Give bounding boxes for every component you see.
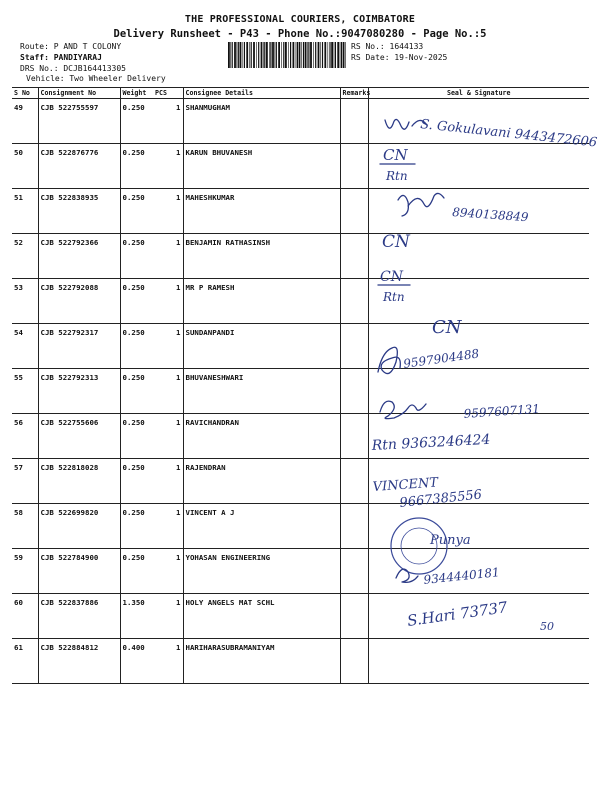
cell-consignment-no: CJB 522792366 [38, 234, 120, 279]
sig-text-54: CN [432, 317, 462, 338]
barcode-bar [310, 42, 312, 68]
col-header-pcs: PCS [153, 88, 183, 99]
cell-signature [368, 369, 589, 414]
sig-text-52: CN [382, 232, 410, 252]
cell-consignment-no: CJB 522699820 [38, 504, 120, 549]
col-header-remarks: Remarks [340, 88, 368, 99]
cell-remarks [340, 549, 368, 594]
sig-text-59: Punya [430, 533, 471, 548]
cell-consignee: KARUN BHUVANESH [183, 144, 340, 189]
table-row [12, 324, 589, 369]
sig-text-55: 9597904488 [402, 346, 481, 371]
cell-sno: 61 [12, 639, 38, 684]
barcode-bar [256, 42, 257, 68]
cell-signature [368, 144, 589, 189]
cell-consignee: MR P RAMESH [183, 279, 340, 324]
cell-sno: 53 [12, 279, 38, 324]
cell-signature [368, 189, 589, 234]
table-row [12, 369, 589, 414]
runsheet-title: Delivery Runsheet - P43 - Phone No.:9047080280 - Page No.:5 [113, 28, 487, 40]
barcode-bar [242, 42, 243, 68]
sig-text-53-rtn: Rtn [383, 290, 405, 304]
cell-remarks [340, 144, 368, 189]
cell-consignee: YOHASAN ENGINEERING [183, 549, 340, 594]
cell-signature [368, 549, 589, 594]
cell-pcs: 1 [153, 99, 183, 144]
barcode-bar [341, 42, 342, 68]
cell-consignee: BHUVANESHWARI [183, 369, 340, 414]
barcode-bar [278, 42, 280, 68]
barcode-bar [296, 42, 297, 68]
barcode-bar [258, 42, 259, 68]
barcode-bar [272, 42, 274, 68]
cell-sno: 51 [12, 189, 38, 234]
barcode-bar [315, 42, 316, 68]
table-row [12, 639, 589, 684]
cell-remarks [340, 99, 368, 144]
cell-consignee: HARIHARASUBRAMANIYAM [183, 639, 340, 684]
cell-signature [368, 459, 589, 504]
cell-sno: 59 [12, 549, 38, 594]
cell-pcs: 1 [153, 279, 183, 324]
cell-remarks [340, 414, 368, 459]
barcode-bar [324, 42, 326, 68]
table-row [12, 189, 589, 234]
barcode-bar [313, 42, 314, 68]
cell-remarks [340, 324, 368, 369]
cell-weight: 0.250 [120, 189, 153, 234]
barcode-bar [297, 42, 298, 68]
cell-sno: 50 [12, 144, 38, 189]
cell-consignment-no: CJB 522792317 [38, 324, 120, 369]
cell-remarks [340, 234, 368, 279]
barcode-bar [261, 42, 263, 68]
col-header-weight: Weight [120, 88, 153, 99]
barcode [228, 42, 346, 68]
cell-pcs: 1 [153, 189, 183, 234]
table-row [12, 549, 589, 594]
cell-signature [368, 99, 589, 144]
cell-weight: 0.250 [120, 279, 153, 324]
cell-pcs: 1 [153, 459, 183, 504]
cell-weight: 0.250 [120, 324, 153, 369]
barcode-bar [328, 42, 329, 68]
barcode-bar [240, 42, 242, 68]
sig-text-50-cn: CN [383, 146, 408, 164]
cell-consignment-no: CJB 522755606 [38, 414, 120, 459]
cell-remarks [340, 639, 368, 684]
cell-consignee: MAHESHKUMAR [183, 189, 340, 234]
barcode-bar [318, 42, 320, 68]
table-row [12, 99, 589, 144]
barcode-bar [283, 42, 284, 68]
cell-sno: 55 [12, 369, 38, 414]
barcode-bar [299, 42, 301, 68]
barcode-bar [303, 42, 304, 68]
cell-weight: 0.400 [120, 639, 153, 684]
sig-text-56: 9597607131 [463, 401, 541, 421]
rs-date: RS Date: 19-Nov-2025 [351, 53, 448, 62]
table-row [12, 144, 589, 189]
cell-weight: 0.250 [120, 99, 153, 144]
col-header-consignment: Consignment No [38, 88, 120, 99]
table-header-row [12, 88, 589, 99]
cell-consignment-no: CJB 522784900 [38, 549, 120, 594]
table-row [12, 279, 589, 324]
col-header-consignee: Consignee Details [183, 88, 340, 99]
col-header-sno: S No [12, 88, 38, 99]
barcode-bar [288, 42, 289, 68]
cell-consignee: RAVICHANDRAN [183, 414, 340, 459]
barcode-bar [335, 42, 336, 68]
barcode-bar [270, 42, 271, 68]
vehicle-label: Vehicle: Two Wheeler Delivery [26, 74, 166, 83]
cell-sno: 49 [12, 99, 38, 144]
barcode-bar [263, 42, 264, 68]
cell-remarks [340, 369, 368, 414]
barcode-bar [234, 42, 236, 68]
cell-signature [368, 639, 589, 684]
cell-remarks [340, 279, 368, 324]
cell-consignee: SHANMUGHAM [183, 99, 340, 144]
sig-text-58-phone: 9667385556 [398, 487, 483, 511]
barcode-bar [253, 42, 255, 68]
barcode-bar [345, 42, 346, 68]
barcode-bar [228, 42, 230, 68]
cell-sno: 60 [12, 594, 38, 639]
cell-remarks [340, 189, 368, 234]
barcode-bar [244, 42, 245, 68]
cell-sno: 56 [12, 414, 38, 459]
cell-pcs: 1 [153, 369, 183, 414]
barcode-bar [264, 42, 265, 68]
table-row [12, 414, 589, 459]
cell-signature [368, 324, 589, 369]
barcode-bar [276, 42, 277, 68]
cell-consignment-no: CJB 522838935 [38, 189, 120, 234]
table-row [12, 234, 589, 279]
sig-text-50-rtn: Rtn [386, 169, 408, 183]
cell-weight: 0.250 [120, 459, 153, 504]
route-label: Route: P AND T COLONY [20, 42, 122, 51]
cell-signature [368, 594, 589, 639]
cell-signature [368, 234, 589, 279]
cell-consignment-no: CJB 522837886 [38, 594, 120, 639]
cell-pcs: 1 [153, 549, 183, 594]
cell-sno: 52 [12, 234, 38, 279]
cell-sno: 57 [12, 459, 38, 504]
barcode-bar [285, 42, 287, 68]
runsheet-table [12, 87, 589, 684]
barcode-bar [237, 42, 238, 68]
cell-signature [368, 279, 589, 324]
cell-consignee: HOLY ANGELS MAT SCHL [183, 594, 340, 639]
barcode-bar [290, 42, 291, 68]
staff-label: Staff: PANDIYARAJ [20, 53, 102, 62]
barcode-bar [334, 42, 335, 68]
barcode-bar [343, 42, 345, 68]
cell-consignment-no: CJB 522755597 [38, 99, 120, 144]
cell-pcs: 1 [153, 594, 183, 639]
cell-consignment-no: CJB 522818028 [38, 459, 120, 504]
cell-consignee: VINCENT A J [183, 504, 340, 549]
table-row [12, 459, 589, 504]
drs-label: DRS No.: DCJB164413305 [20, 64, 126, 73]
barcode-bar [251, 42, 252, 68]
sig-text-60: 9344440181 [422, 565, 501, 587]
sig-text-61-b: 50 [540, 620, 554, 633]
cell-pcs: 1 [153, 234, 183, 279]
barcode-bar [337, 42, 339, 68]
barcode-bar [275, 42, 276, 68]
sig-text-51: 8940138849 [451, 205, 529, 225]
cell-pcs: 1 [153, 144, 183, 189]
cell-sno: 58 [12, 504, 38, 549]
barcode-bar [307, 42, 308, 68]
cell-pcs: 1 [153, 414, 183, 459]
barcode-bar [329, 42, 330, 68]
table-row [12, 504, 589, 549]
company-name: THE PROFESSIONAL COURIERS, COIMBATORE [184, 14, 416, 25]
barcode-bar [340, 42, 341, 68]
cell-consignee: RAJENDRAN [183, 459, 340, 504]
cell-consignment-no: CJB 522792088 [38, 279, 120, 324]
barcode-bar [269, 42, 270, 68]
cell-remarks [340, 594, 368, 639]
barcode-bar [301, 42, 302, 68]
cell-consignment-no: CJB 522792313 [38, 369, 120, 414]
cell-signature [368, 504, 589, 549]
barcode-bar [293, 42, 295, 68]
cell-weight: 1.350 [120, 594, 153, 639]
cell-weight: 0.250 [120, 144, 153, 189]
barcode-bar [246, 42, 248, 68]
cell-weight: 0.250 [120, 549, 153, 594]
sig-text-57: Rtn 9363246424 [371, 431, 491, 454]
cell-remarks [340, 459, 368, 504]
cell-signature [368, 414, 589, 459]
barcode-bar [305, 42, 307, 68]
barcode-bar [322, 42, 323, 68]
barcode-bar [238, 42, 239, 68]
cell-weight: 0.250 [120, 414, 153, 459]
barcode-bar [331, 42, 333, 68]
barcode-bar [232, 42, 233, 68]
barcode-bar [249, 42, 250, 68]
barcode-bar [230, 42, 231, 68]
col-header-signature: Seal & Signature [368, 88, 589, 99]
barcode-bar [320, 42, 321, 68]
cell-sno: 54 [12, 324, 38, 369]
cell-pcs: 1 [153, 324, 183, 369]
cell-weight: 0.250 [120, 504, 153, 549]
sig-text-49: S. Gokulavani 9443472606 [419, 117, 598, 151]
cell-pcs: 1 [153, 504, 183, 549]
cell-consignment-no: CJB 522884812 [38, 639, 120, 684]
cell-weight: 0.250 [120, 234, 153, 279]
sig-text-61: S.Hari 73737 [406, 598, 509, 630]
cell-consignee: BENJAMIN RATHASINSH [183, 234, 340, 279]
cell-consignee: SUNDANPANDI [183, 324, 340, 369]
barcode-bar [281, 42, 282, 68]
rs-number: RS No.: 1644133 [351, 42, 424, 51]
cell-pcs: 1 [153, 639, 183, 684]
sig-text-53-cn: CN [380, 269, 403, 285]
sig-text-58-name: VINCENT [372, 475, 439, 495]
cell-weight: 0.250 [120, 369, 153, 414]
barcode-bar [308, 42, 309, 68]
table-row [12, 594, 589, 639]
barcode-bar [266, 42, 268, 68]
cell-consignment-no: CJB 522876776 [38, 144, 120, 189]
cell-remarks [340, 504, 368, 549]
